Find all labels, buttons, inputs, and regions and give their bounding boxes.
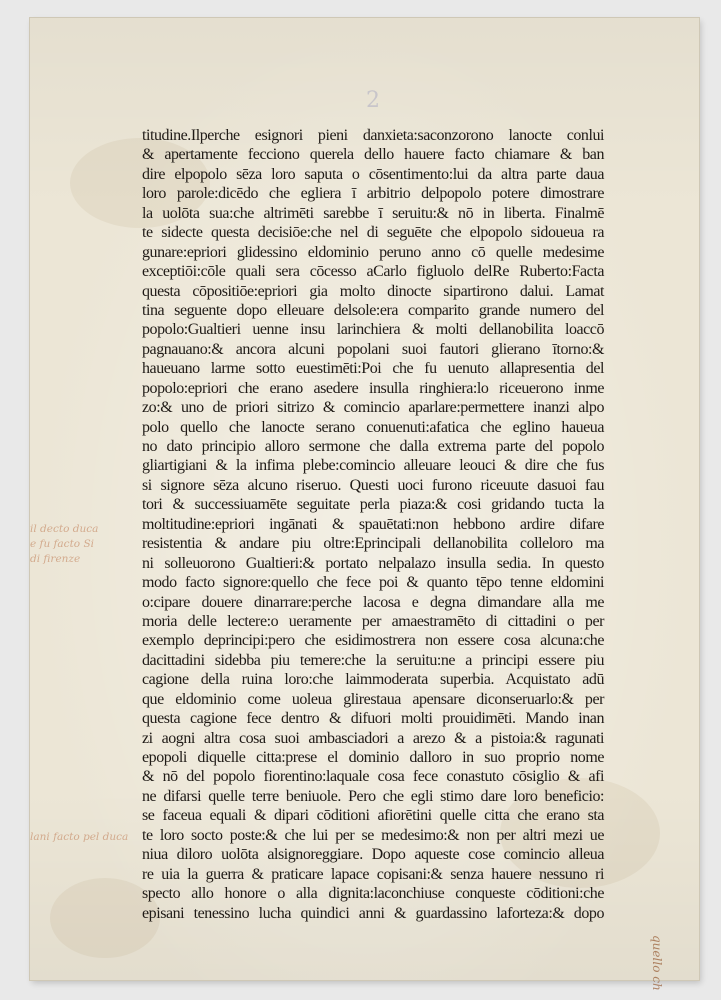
text-line: & apertamente fecciono querela dello hauere facto chiamare & ban — [142, 146, 604, 164]
text-line: dacittadini sidebba piu temere:che la seruitu:ne a principi essere piu — [142, 651, 604, 669]
text-line: re uia la guerra & praticare lapace copisani:& senza hauere nessuno ri — [142, 865, 604, 883]
margin-note-line: e fu facto Si — [30, 538, 94, 550]
text-line: no dato principio alloro sermone che dalla extrema parte del popolo — [142, 438, 604, 455]
text-line: specto allo honore o alla dignita:laconchiuse conqueste cōditioni:che — [142, 885, 604, 903]
text-line: gunare:epriori glidessino eldominio peruno anno cō quelle medesime — [142, 243, 604, 261]
text-line: loro parole:dicēdo che egliera ī arbitrio delpopolo potere dimostrare — [142, 185, 604, 203]
text-line: cagione della ruina loro:che laimmoderata superbia. Acquistato adū — [142, 671, 604, 689]
text-line: tori & successiuamēte seguitate perla piaza:& cosi gridando tucta la — [142, 496, 604, 514]
text-line: ne difarsi quelle terre beniuole. Pero che egli stimo dare loro beneficio: — [142, 787, 604, 805]
text-line: si signore sēza alcuno riseruo. Questi uoci furono riceuute dasuoi fau — [142, 476, 604, 494]
text-line: se faceua equali & dipari cōditioni afiorētini quelle citta che erano sta — [142, 807, 604, 825]
text-line: niua diloro uolōta alsignoreggiare. Dopo aqueste cose comincio alleua — [142, 846, 604, 864]
text-line: questa cōpositiōe:epriori gia molto dinocte sipartirono dalui. Lamat — [142, 282, 604, 300]
text-line: haueuano larme sotto euestimēti:Poi che fu uenuto allapresentia del — [142, 360, 604, 378]
catchword: quello ch — [650, 935, 664, 991]
margin-note-line: il decto duca — [30, 523, 99, 535]
text-line: dire elpopolo sēza loro saputa o cōsentimento:lui da altra parte daua — [142, 165, 604, 183]
page-mark: 2 — [366, 88, 380, 113]
margin-note — [30, 522, 98, 567]
text-line: modo facto signore:quello che fece poi & quanto tēpo tenne eldomini — [142, 574, 604, 592]
text-line: moria delle lectere:o ueramente per amaestramēto di cittadini o per — [142, 612, 604, 630]
text-line: exemplo deprincipi:pero che esidimostrera non essere cosa alcuna:che — [142, 632, 604, 650]
margin-note — [30, 830, 128, 845]
text-block — [142, 126, 604, 923]
margin-note-line: di firenze — [30, 553, 81, 565]
text-line: gliartigiani & la infima plebe:comincio alleuare leouci & dire che fus — [142, 457, 604, 475]
text-line: pagnauano:& ancora alcuni popolani suoi fautori glierano ītorno:& — [142, 340, 604, 358]
text-line: zi aogni altra cosa suoi ambasciadori a arezo & a pistoia:& ragunati — [142, 729, 604, 747]
margin-note-line: lani facto pel duca — [30, 831, 129, 843]
text-line: epopoli diquelle citta:prese el dominio dalloro in suo proprio nome — [142, 749, 604, 766]
text-line: polo quello che lanocte serano conuenuti:afatica che eglino haueua — [142, 418, 604, 436]
text-line: episani tenessino lucha quindici anni & guardassino laforteza:& dopo — [142, 904, 604, 922]
text-line: moltitudine:epriori ingānati & spauētati:non hebbono ardire difare — [142, 515, 604, 533]
text-line: popolo:Gualtieri uenne insu larinchiera & molti dellanobilita loaccō — [142, 321, 604, 339]
text-line: titudine.Ilperche esignori pieni danxieta:saconzorono lanocte conlui — [142, 127, 604, 144]
text-line: questa cagione fece dentro & difuori molti prouidimēti. Mando inan — [142, 710, 604, 728]
text-line: popolo:epriori che erano asedere insulla ringhiera:lo riceuerono inme — [142, 379, 604, 397]
text-line: la uolōta sua:che altrimēti sarebbe ī seruitu:& nō in liberta. Finalmē — [142, 204, 604, 222]
text-line: que eldominio come uoleua glirestaua apensare diconseruarlo:& per — [142, 690, 604, 708]
text-line: zo:& uno de priori sitrizo & comincio aparlare:permettere inanzi alpo — [142, 399, 604, 417]
text-line: & nō del popolo fiorentino:laquale cosa fece conastuto cōsiglio & afi — [142, 768, 604, 786]
text-line: ni solleuorono Gualtieri:& portato nelpalazo insulla sedia. In questo — [142, 554, 604, 572]
text-line: te loro socto poste:& che lui per se medesimo:& non per altri mezi ue — [142, 826, 604, 844]
text-line: exceptiōi:cōle quali sera cōcesso aCarlo figluolo delRe Ruberto:Facta — [142, 263, 604, 281]
text-line: resistentia & andare piu oltre:Eprincipali dellanobilita colleloro ma — [142, 535, 604, 553]
text-line: te sidecte questa decisiōe:che nel di seguēte che elpopolo sidoueua ra — [142, 224, 604, 242]
text-line: tina seguente dopo elleuare delsole:era comparito grande numero del — [142, 301, 604, 319]
text-line: o:cipare douere dinarrare:perche lacosa e degna dimandare alla me — [142, 593, 604, 611]
